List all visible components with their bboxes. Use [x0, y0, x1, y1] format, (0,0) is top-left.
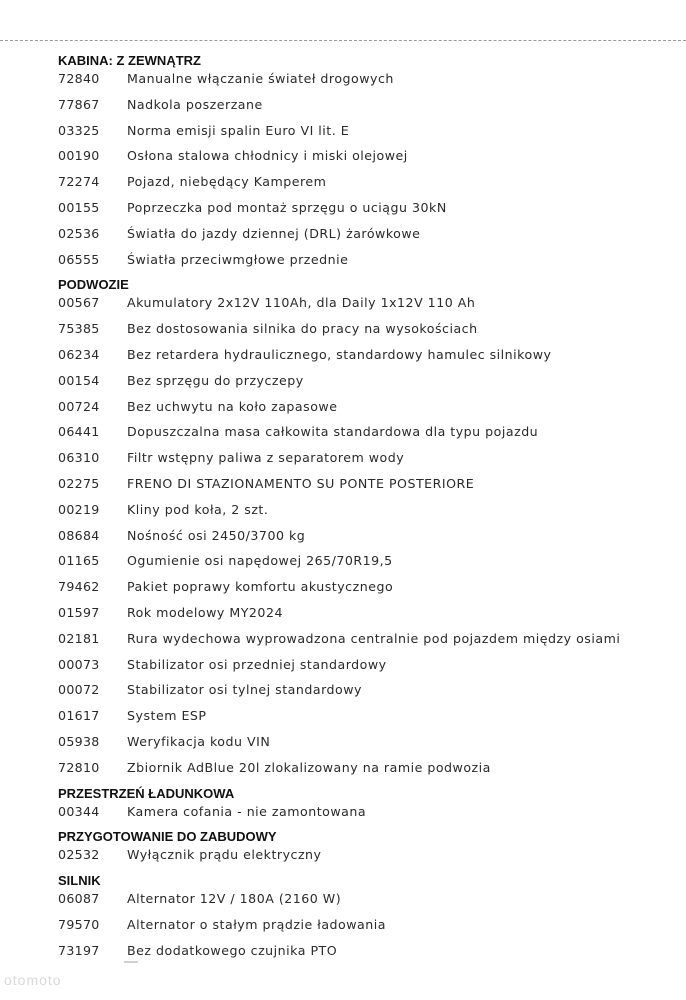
cut-off-text-fragment	[124, 961, 138, 963]
item-description: FRENO DI STAZIONAMENTO SU PONTE POSTERIORE	[127, 475, 475, 491]
list-item	[58, 96, 668, 122]
item-code: 06441	[58, 424, 100, 440]
item-description: Bez sprzęgu do przyczepy	[127, 372, 304, 388]
section-title: SILNIK	[58, 873, 101, 889]
list-item	[58, 449, 668, 475]
item-code: 72274	[58, 174, 100, 190]
item-description: Ogumienie osi napędowej 265/70R19,5	[127, 553, 393, 569]
item-description: Weryfikacja kodu VIN	[127, 733, 271, 749]
item-description: Bez uchwytu na koło zapasowe	[127, 398, 338, 414]
list-item	[58, 70, 668, 96]
item-code: 06234	[58, 346, 100, 362]
item-description: Pakiet poprawy komfortu akustycznego	[127, 579, 394, 595]
section-title: PODWOZIE	[58, 277, 129, 293]
watermark-logo: otomoto	[4, 972, 62, 988]
list-item	[58, 423, 668, 449]
list-item	[58, 398, 668, 424]
item-description: Poprzeczka pod montaż sprzęgu o uciągu 30kN	[127, 199, 447, 215]
list-item	[58, 681, 668, 707]
item-code: 06555	[58, 251, 100, 267]
section-title: PRZYGOTOWANIE DO ZABUDOWY	[58, 829, 277, 845]
options-list	[58, 52, 668, 968]
item-code: 79462	[58, 579, 100, 595]
list-item	[58, 122, 668, 148]
list-item	[58, 578, 668, 604]
item-description: Nośność osi 2450/3700 kg	[127, 527, 306, 543]
item-code: 05938	[58, 733, 100, 749]
item-code: 02275	[58, 475, 100, 491]
section-title: PRZESTRZEŃ ŁADUNKOWA	[58, 785, 235, 801]
list-item	[58, 759, 668, 785]
list-item	[58, 173, 668, 199]
list-item	[58, 733, 668, 759]
list-item	[58, 916, 668, 942]
list-item	[58, 942, 668, 968]
list-item	[58, 604, 668, 630]
item-description: Światła do jazdy dziennej (DRL) żarówkowe	[127, 225, 421, 241]
item-code: 06087	[58, 891, 100, 907]
item-code: 73197	[58, 942, 100, 958]
item-description: Filtr wstępny paliwa z separatorem wody	[127, 450, 405, 466]
list-item	[58, 294, 668, 320]
item-description: Bez dostosowania silnika do pracy na wysokościach	[127, 321, 478, 337]
item-description: Osłona stalowa chłodnicy i miski olejowej	[127, 148, 408, 164]
item-code: 00190	[58, 148, 100, 164]
item-code: 00072	[58, 682, 100, 698]
list-item	[58, 656, 668, 682]
list-item	[58, 346, 668, 372]
item-description: Kliny pod koła, 2 szt.	[127, 501, 269, 517]
item-description: Rok modelowy MY2024	[127, 604, 283, 620]
item-description: Manualne włączanie świateł drogowych	[127, 71, 394, 86]
item-description: Bez retardera hydraulicznego, standardowy hamulec silnikowy	[127, 346, 552, 362]
dashed-divider	[0, 40, 686, 41]
item-code: 00567	[58, 295, 100, 311]
item-description: System ESP	[127, 708, 207, 724]
item-description: Nadkola poszerzane	[127, 96, 263, 112]
list-item	[58, 475, 668, 501]
list-item	[58, 372, 668, 398]
item-code: 79570	[58, 916, 100, 932]
list-item	[58, 846, 668, 872]
list-item	[58, 147, 668, 173]
list-item	[58, 630, 668, 656]
item-description: Alternator o stałym prądzie ładowania	[127, 916, 386, 932]
item-description: Wyłącznik prądu elektryczny	[127, 847, 322, 863]
item-code: 72840	[58, 71, 100, 86]
item-code: 03325	[58, 122, 100, 138]
section-przygotowanie-do-zabudowy	[58, 828, 668, 872]
section-podwozie	[58, 276, 668, 784]
item-code: 00724	[58, 398, 100, 414]
list-item	[58, 527, 668, 553]
list-item	[58, 225, 668, 251]
list-item	[58, 707, 668, 733]
item-description: Kamera cofania - nie zamontowana	[127, 803, 367, 819]
item-code: 00344	[58, 803, 100, 819]
list-item	[58, 803, 668, 829]
item-code: 77867	[58, 96, 100, 112]
item-code: 72810	[58, 759, 100, 775]
item-description: Pojazd, niebędący Kamperem	[127, 174, 327, 190]
item-code: 02532	[58, 847, 100, 863]
item-code: 75385	[58, 321, 100, 337]
item-code: 02536	[58, 225, 100, 241]
list-item	[58, 199, 668, 225]
section-przestrzen-ladunkowa	[58, 785, 668, 829]
item-description: Dopuszczalna masa całkowita standardowa dla typu pojazdu	[127, 424, 539, 440]
item-code: 00155	[58, 199, 100, 215]
list-item	[58, 552, 668, 578]
item-code: 00073	[58, 656, 100, 672]
item-description: Stabilizator osi tylnej standardowy	[127, 682, 363, 698]
item-description: Alternator 12V / 180A (2160 W)	[127, 891, 342, 907]
item-code: 08684	[58, 527, 100, 543]
item-description: Światła przeciwmgłowe przednie	[127, 251, 349, 267]
item-description: Akumulatory 2x12V 110Ah, dla Daily 1x12V 110 Ah	[127, 295, 476, 311]
section-kabina	[58, 52, 668, 276]
item-code: 00219	[58, 501, 100, 517]
item-code: 00154	[58, 372, 100, 388]
item-description: Rura wydechowa wyprowadzona centralnie pod pojazdem między osiami	[127, 630, 621, 646]
item-code: 01617	[58, 708, 100, 724]
item-code: 06310	[58, 450, 100, 466]
item-description: Stabilizator osi przedniej standardowy	[127, 656, 387, 672]
list-item	[58, 251, 668, 277]
list-item	[58, 890, 668, 916]
item-code: 02181	[58, 630, 100, 646]
item-description: Bez dodatkowego czujnika PTO	[127, 942, 338, 958]
item-description: Norma emisji spalin Euro VI lit. E	[127, 122, 350, 138]
section-silnik	[58, 872, 668, 967]
list-item	[58, 320, 668, 346]
section-title: KABINA: Z ZEWNĄTRZ	[58, 53, 201, 68]
list-item	[58, 501, 668, 527]
item-code: 01597	[58, 604, 100, 620]
item-code: 01165	[58, 553, 100, 569]
item-description: Zbiornik AdBlue 20l zlokalizowany na ramie podwozia	[127, 759, 491, 775]
